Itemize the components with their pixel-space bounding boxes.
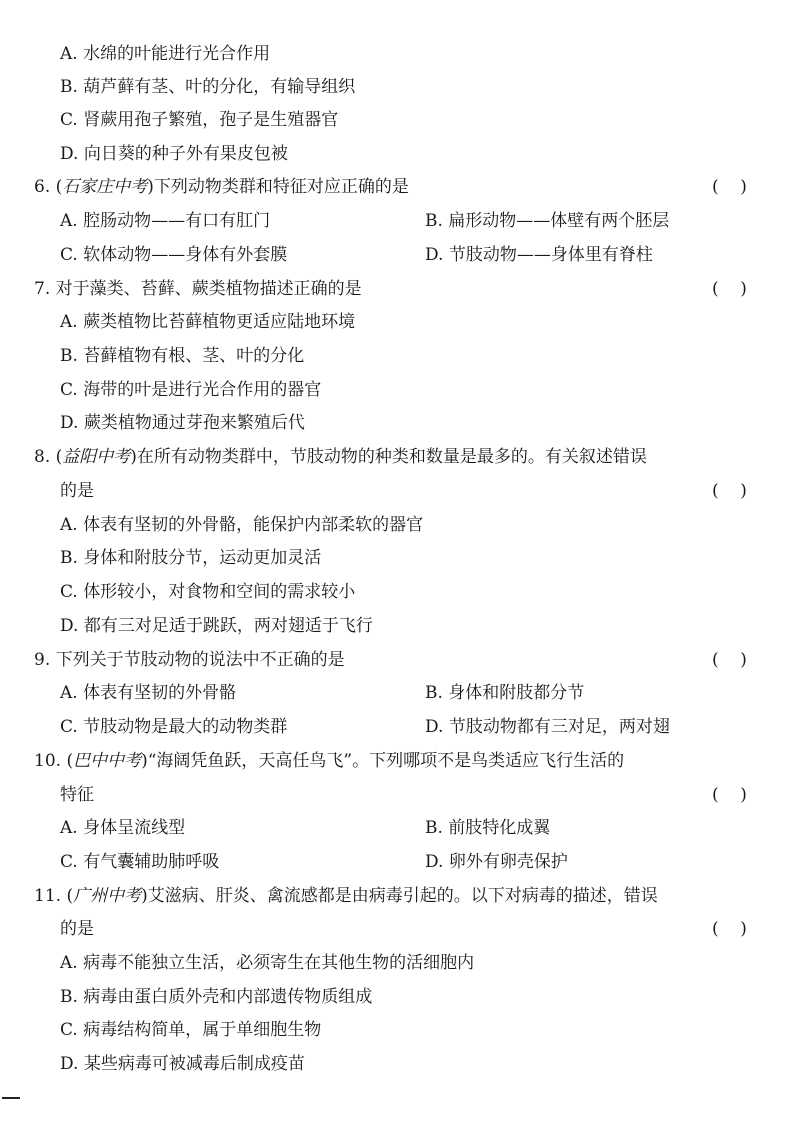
q6-option-d: D. 节肢动物——身体里有脊柱 [425,245,653,265]
q8-option-c: C. 体形较小，对食物和空间的需求较小 [60,582,356,602]
q9-options-ab-line [0,677,794,709]
q5-option-d: D. 向日葵的种子外有果皮包被 [60,144,288,164]
q10-option-c: C. 有气囊辅助肺呼吸 [60,852,220,872]
q9-option-c: C. 节肢动物是最大的动物类群 [60,717,288,737]
q6-options-cd-line [0,239,794,271]
q8-stem-continued: 的是 [60,481,94,501]
q7-stem-line [0,273,794,305]
q10-stem-line [0,745,794,777]
q5-option-b-line [0,71,794,103]
q10-option-b: B. 前肢特化成翼 [425,818,551,838]
q10-option-a: A. 身体呈流线型 [60,818,186,838]
q11-option-c: C. 病毒结构简单，属于单细胞生物 [60,1020,322,1040]
q7-option-a-line [0,306,794,338]
q11-option-c-line [0,1014,794,1046]
q10-answer-bracket: ( ) [712,785,747,805]
q9-option-a: A. 体表有坚韧的外骨骼 [60,683,237,703]
q10-option-d: D. 卵外有卵壳保护 [425,852,568,872]
q11-stem-line [0,880,794,912]
q6-option-b: B. 扁形动物——体壁有两个胚层 [425,211,670,231]
q7-option-c: C. 海带的叶是进行光合作用的器官 [60,380,322,400]
q11-option-a-line [0,947,794,979]
q8-option-d-line [0,610,794,642]
q11-stem: 11. (广州中考)艾滋病、肝炎、禽流感都是由病毒引起的。以下对病毒的描述，错误 [34,886,658,906]
q7-option-b-line [0,340,794,372]
q6-answer-bracket: ( ) [712,177,747,197]
q9-option-d: D. 节肢动物都有三对足，两对翅 [425,717,670,737]
q6-stem-line [0,171,794,203]
q10-stem-continued-line [0,779,794,811]
q8-option-a: A. 体表有坚韧的外骨骼，能保护内部柔软的器官 [60,515,424,535]
q7-option-b: B. 苔藓植物有根、茎、叶的分化 [60,346,305,366]
q6-option-c: C. 软体动物——身体有外套膜 [60,245,288,265]
q11-answer-bracket: ( ) [712,919,747,939]
q8-stem: 8. (益阳中考)在所有动物类群中，节肢动物的种类和数量是最多的。有关叙述错误 [34,447,647,467]
q9-options-cd-line [0,711,794,743]
q11-option-d: D. 某些病毒可被减毒后制成疫苗 [60,1054,305,1074]
q7-option-c-line [0,374,794,406]
q8-option-a-line [0,509,794,541]
q9-stem-line [0,644,794,676]
q11-option-b-line [0,981,794,1013]
q8-option-d: D. 都有三对足适于跳跃，两对翅适于飞行 [60,616,373,636]
q11-stem-continued-line [0,913,794,945]
q5-option-b: B. 葫芦藓有茎、叶的分化，有输导组织 [60,77,356,97]
q6-option-a: A. 腔肠动物——有口有肛门 [60,211,271,231]
q6-stem: 6. (石家庄中考)下列动物类群和特征对应正确的是 [34,177,409,197]
q11-option-d-line [0,1048,794,1080]
q9-option-b: B. 身体和附肢都分节 [425,683,585,703]
q10-options-ab-line [0,812,794,844]
q5-option-c: C. 肾蕨用孢子繁殖，孢子是生殖器官 [60,110,339,130]
q8-option-c-line [0,576,794,608]
q5-option-c-line [0,104,794,136]
q11-source: 广州中考 [73,886,142,906]
q10-options-cd-line [0,846,794,878]
q9-stem: 9. 下列关于节肢动物的说法中不正确的是 [34,650,345,670]
q8-stem-line [0,441,794,473]
q11-option-b: B. 病毒由蛋白质外壳和内部遗传物质组成 [60,987,373,1007]
q7-option-d: D. 蕨类植物通过芽孢来繁殖后代 [60,413,305,433]
q10-source: 巴中中考 [73,751,142,771]
q6-source: 石家庄中考 [62,177,148,197]
q8-source: 益阳中考 [62,447,131,467]
q5-option-d-line [0,138,794,170]
q5-option-a-line [0,38,794,70]
q8-stem-continued-line [0,475,794,507]
q5-option-a: A. 水绵的叶能进行光合作用 [60,44,271,64]
q7-stem: 7. 对于藻类、苔藓、蕨类植物描述正确的是 [34,279,362,299]
q10-stem-continued: 特征 [60,785,94,805]
page-edge-mark [2,1097,20,1099]
q10-stem: 10. (巴中中考)“海阔凭鱼跃，天高任鸟飞”。下列哪项不是鸟类适应飞行生活的 [34,751,625,771]
q11-stem-continued: 的是 [60,919,94,939]
q7-option-a: A. 蕨类植物比苔藓植物更适应陆地环境 [60,312,356,332]
q6-options-ab-line [0,205,794,237]
q7-option-d-line [0,407,794,439]
q11-option-a: A. 病毒不能独立生活，必须寄生在其他生物的活细胞内 [60,953,475,973]
q7-answer-bracket: ( ) [712,279,747,299]
q9-answer-bracket: ( ) [712,650,747,670]
q8-option-b-line [0,542,794,574]
q8-answer-bracket: ( ) [712,481,747,501]
q8-option-b: B. 身体和附肢分节，运动更加灵活 [60,548,322,568]
